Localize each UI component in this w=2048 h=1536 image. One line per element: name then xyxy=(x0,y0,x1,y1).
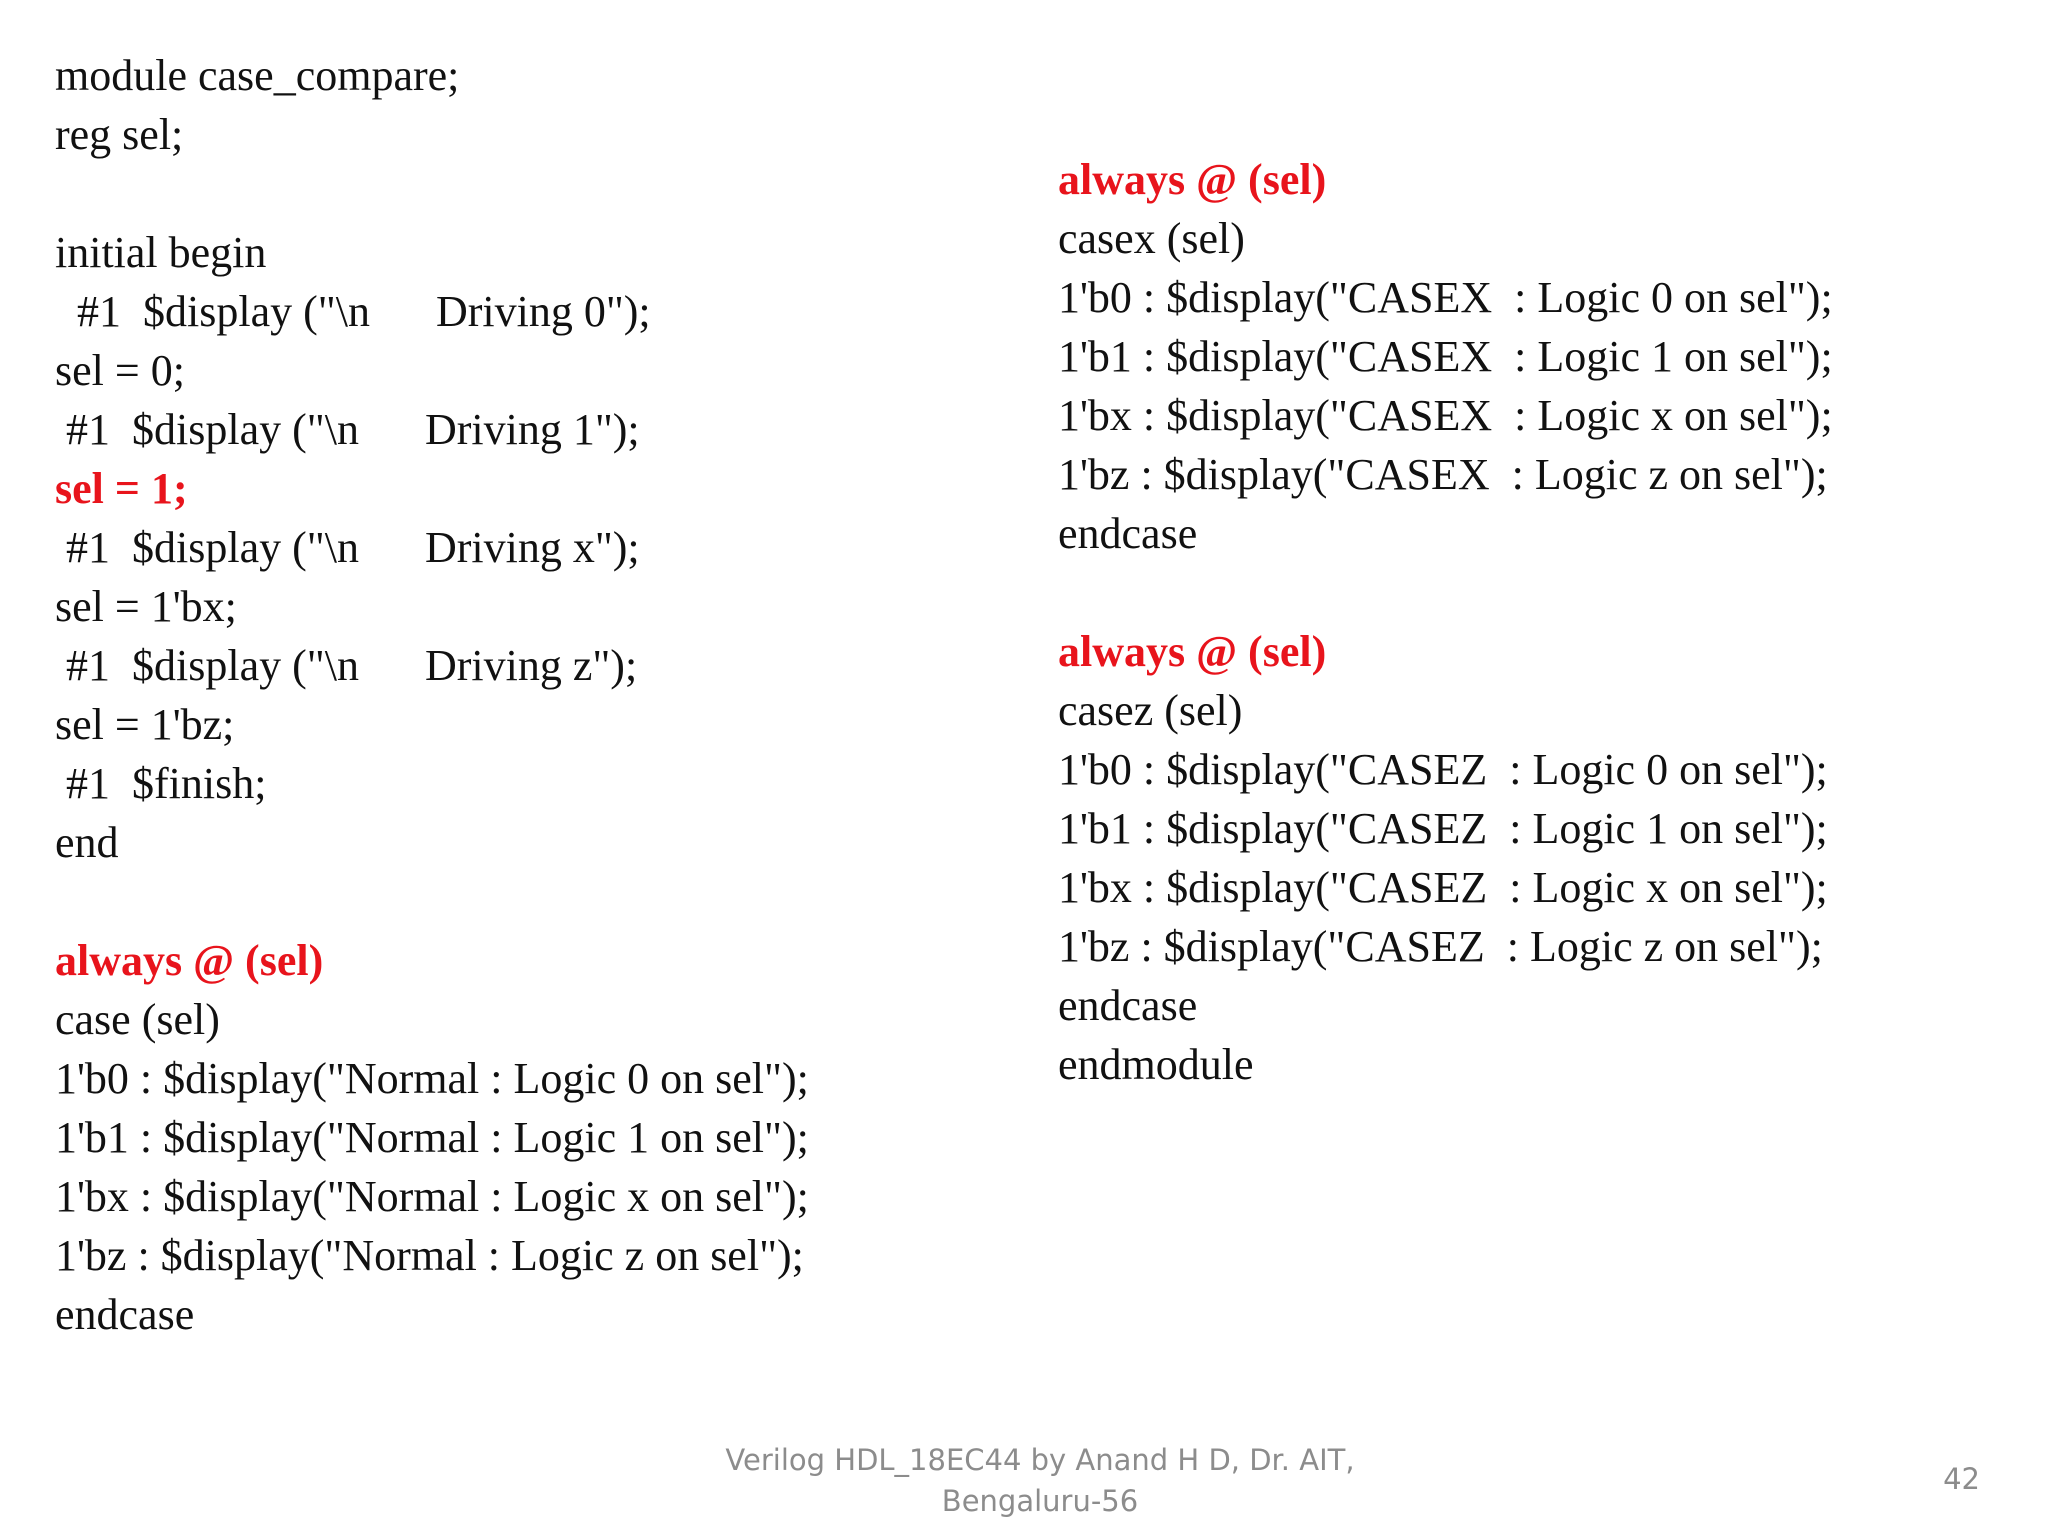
code-line: endcase xyxy=(1058,509,1198,558)
code-column-left xyxy=(55,46,1015,1344)
code-line: 1'bz : $display("CASEZ : Logic z on sel"); xyxy=(1058,922,1823,971)
code-line: 1'bz : $display("CASEX : Logic z on sel"); xyxy=(1058,450,1828,499)
code-line: module case_compare; xyxy=(55,51,460,100)
code-line: 1'b1 : $display("Normal : Logic 1 on sel"); xyxy=(55,1113,809,1162)
code-line: #1 $display ("\n Driving 0"); xyxy=(55,287,651,336)
code-line: 1'bz : $display("Normal : Logic z on sel"); xyxy=(55,1231,804,1280)
code-line xyxy=(55,164,1015,223)
slide-footer xyxy=(640,1440,1440,1522)
code-line-highlighted: always @ (sel) xyxy=(1058,627,1327,676)
code-line xyxy=(1058,563,2018,622)
code-line: #1 $display ("\n Driving x"); xyxy=(55,523,640,572)
code-line: 1'b1 : $display("CASEX : Logic 1 on sel"); xyxy=(1058,332,1833,381)
code-line: initial begin xyxy=(55,228,267,277)
code-line: casez (sel) xyxy=(1058,686,1243,735)
code-line: 1'bx : $display("CASEX : Logic x on sel"); xyxy=(1058,391,1833,440)
footer-line-1: Verilog HDL_18EC44 by Anand H D, Dr. AIT, xyxy=(725,1443,1355,1477)
code-line: case (sel) xyxy=(55,995,220,1044)
code-line: end xyxy=(55,818,119,867)
code-line xyxy=(55,872,1015,931)
code-line: sel = 1'bz; xyxy=(55,700,235,749)
code-line: endcase xyxy=(55,1290,195,1339)
code-line: endcase xyxy=(1058,981,1198,1030)
code-line-highlighted: sel = 1; xyxy=(55,464,188,513)
code-column-right xyxy=(1058,150,2018,1094)
code-line-highlighted: always @ (sel) xyxy=(55,936,324,985)
code-line-highlighted: always @ (sel) xyxy=(1058,155,1327,204)
code-line: #1 $display ("\n Driving z"); xyxy=(55,641,638,690)
code-line: casex (sel) xyxy=(1058,214,1245,263)
code-line: #1 $finish; xyxy=(55,759,267,808)
code-line: sel = 1'bx; xyxy=(55,582,237,631)
code-line: #1 $display ("\n Driving 1"); xyxy=(55,405,640,454)
code-line: 1'b0 : $display("CASEZ : Logic 0 on sel"); xyxy=(1058,745,1828,794)
code-line: reg sel; xyxy=(55,110,184,159)
footer-line-2: Bengaluru-56 xyxy=(941,1484,1139,1518)
code-line: 1'b1 : $display("CASEZ : Logic 1 on sel"); xyxy=(1058,804,1828,853)
code-line: 1'bx : $display("Normal : Logic x on sel"); xyxy=(55,1172,809,1221)
code-line: 1'b0 : $display("Normal : Logic 0 on sel"); xyxy=(55,1054,809,1103)
code-line: sel = 0; xyxy=(55,346,185,395)
code-line: 1'b0 : $display("CASEX : Logic 0 on sel"); xyxy=(1058,273,1833,322)
code-line: 1'bx : $display("CASEZ : Logic x on sel"); xyxy=(1058,863,1828,912)
page-number: 42 xyxy=(1943,1462,1980,1496)
code-line: endmodule xyxy=(1058,1040,1254,1089)
